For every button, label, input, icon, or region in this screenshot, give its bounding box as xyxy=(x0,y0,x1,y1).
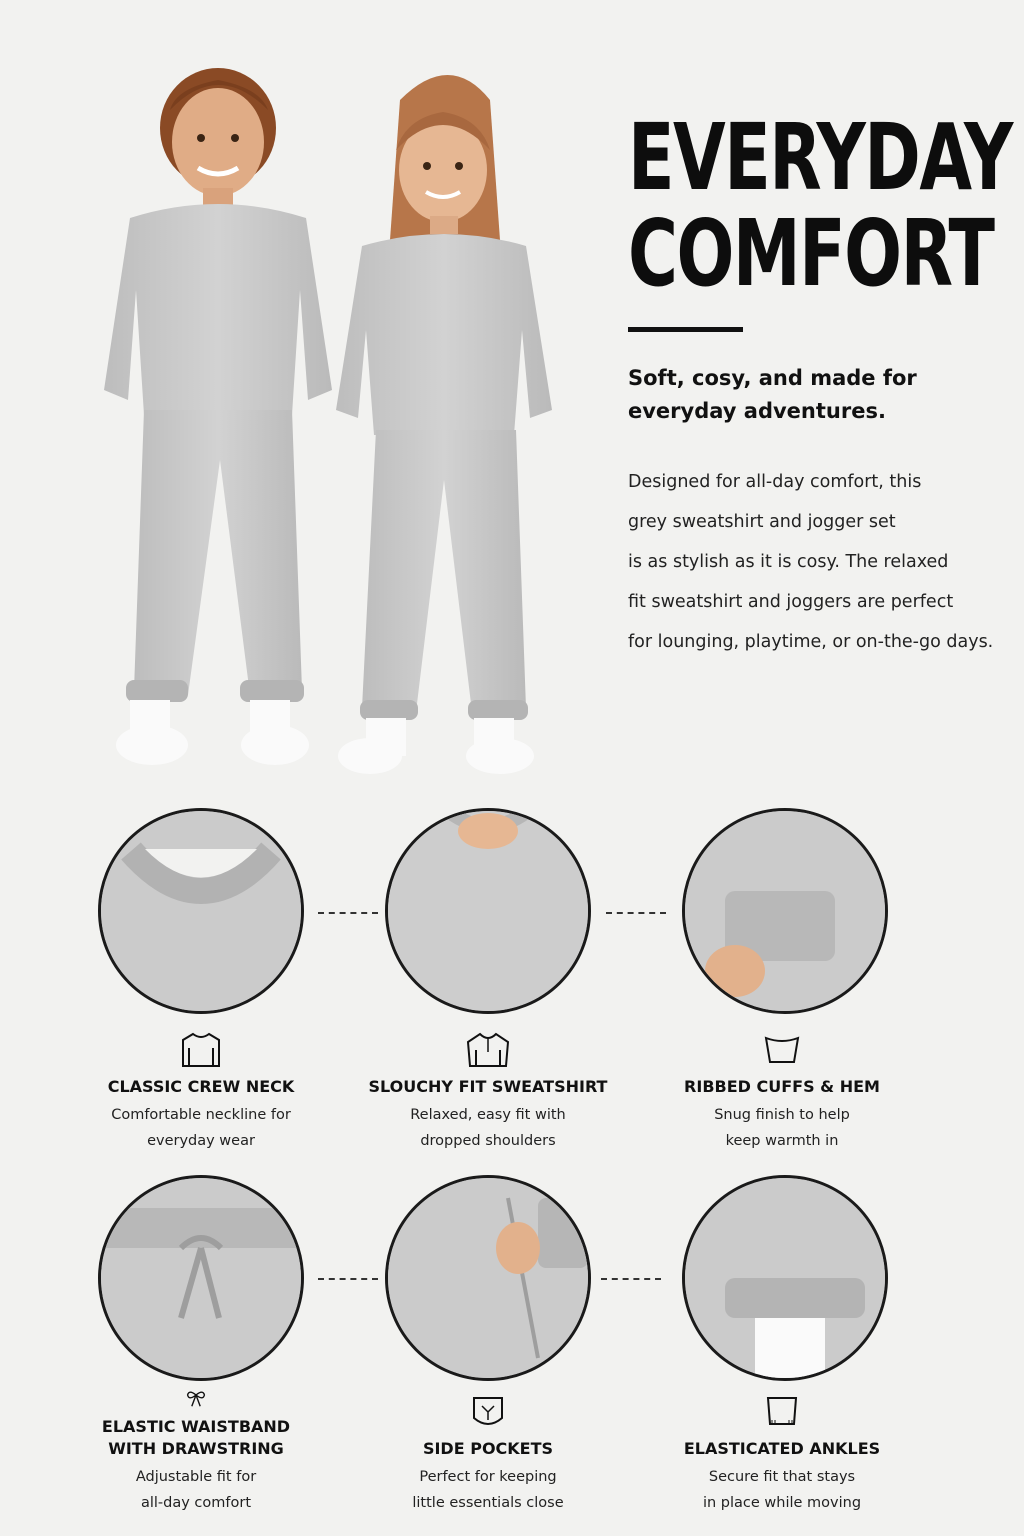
feature-desc-line: Relaxed, easy fit with xyxy=(410,1107,566,1123)
feature-slouchy-fit xyxy=(338,1030,638,1154)
feature-desc-line: Secure fit that stays xyxy=(708,1469,856,1485)
ribbed-cuff-icon xyxy=(760,1030,804,1070)
feature-elasticated-ankles xyxy=(632,1392,932,1516)
feature-desc-line: keep warmth in xyxy=(725,1133,839,1149)
page-title xyxy=(628,104,1012,307)
feature-title: SIDE POCKETS xyxy=(422,1439,554,1458)
crew-neck-closeup xyxy=(98,808,304,1014)
feature-title: SLOUCHY FIT SWEATSHIRT xyxy=(368,1077,608,1096)
feature-crew-neck xyxy=(51,1030,351,1154)
waistband-closeup xyxy=(98,1175,304,1381)
sweatshirt-icon xyxy=(466,1030,510,1070)
feature-title: CLASSIC CREW NECK xyxy=(107,1077,295,1096)
feature-desc-line: all-day comfort xyxy=(140,1495,252,1511)
description xyxy=(628,462,1018,662)
connector-line xyxy=(318,912,378,914)
description-line: Designed for all-day comfort, this xyxy=(628,472,922,492)
feature-desc-line: Perfect for keeping xyxy=(419,1469,557,1485)
connector-line xyxy=(601,1278,661,1280)
ribbed-cuff-closeup xyxy=(682,808,888,1014)
subtitle-line-1: Soft, cosy, and made for xyxy=(628,366,917,390)
feature-desc-line: little essentials close xyxy=(412,1495,564,1511)
ankle-cuff-icon xyxy=(760,1392,804,1432)
sweatshirt-icon xyxy=(179,1030,223,1070)
title-divider xyxy=(628,327,743,332)
girl-figure xyxy=(336,75,552,774)
subtitle-line-2: everyday adventures. xyxy=(628,399,886,423)
feature-side-pockets xyxy=(338,1392,638,1516)
subtitle xyxy=(628,362,1008,428)
description-line: is as stylish as it is cosy. The relaxed xyxy=(628,552,949,572)
boy-figure xyxy=(104,68,332,765)
feature-ribbed-cuffs xyxy=(632,1030,932,1154)
hero-product-photo xyxy=(70,40,570,780)
feature-desc-line: Snug finish to help xyxy=(714,1107,850,1123)
feature-title-line: WITH DRAWSTRING xyxy=(108,1439,284,1458)
drawstring-icon xyxy=(174,1388,218,1416)
sweatshirt-closeup xyxy=(385,808,591,1014)
feature-desc-line: dropped shoulders xyxy=(420,1133,556,1149)
description-line: for lounging, playtime, or on-the-go days. xyxy=(628,632,994,652)
side-pocket-closeup xyxy=(385,1175,591,1381)
title-line-1: EVERYDAY xyxy=(628,104,1012,211)
feature-title: ELASTICATED ANKLES xyxy=(683,1439,881,1458)
ankle-cuff-closeup xyxy=(682,1175,888,1381)
feature-title-line: ELASTIC WAISTBAND xyxy=(101,1417,291,1436)
feature-desc-line: Comfortable neckline for xyxy=(111,1107,291,1123)
description-line: fit sweatshirt and joggers are perfect xyxy=(628,592,954,612)
feature-title: RIBBED CUFFS & HEM xyxy=(684,1077,880,1096)
connector-line xyxy=(606,912,666,914)
feature-desc-line: Adjustable fit for xyxy=(135,1469,257,1485)
pocket-icon xyxy=(466,1392,510,1432)
connector-line xyxy=(318,1278,378,1280)
feature-desc-line: everyday wear xyxy=(147,1133,255,1149)
description-line: grey sweatshirt and jogger set xyxy=(628,512,896,532)
title-line-2: COMFORT xyxy=(628,200,994,307)
feature-desc-line: in place while moving xyxy=(702,1495,862,1511)
feature-elastic-waistband xyxy=(46,1388,346,1516)
